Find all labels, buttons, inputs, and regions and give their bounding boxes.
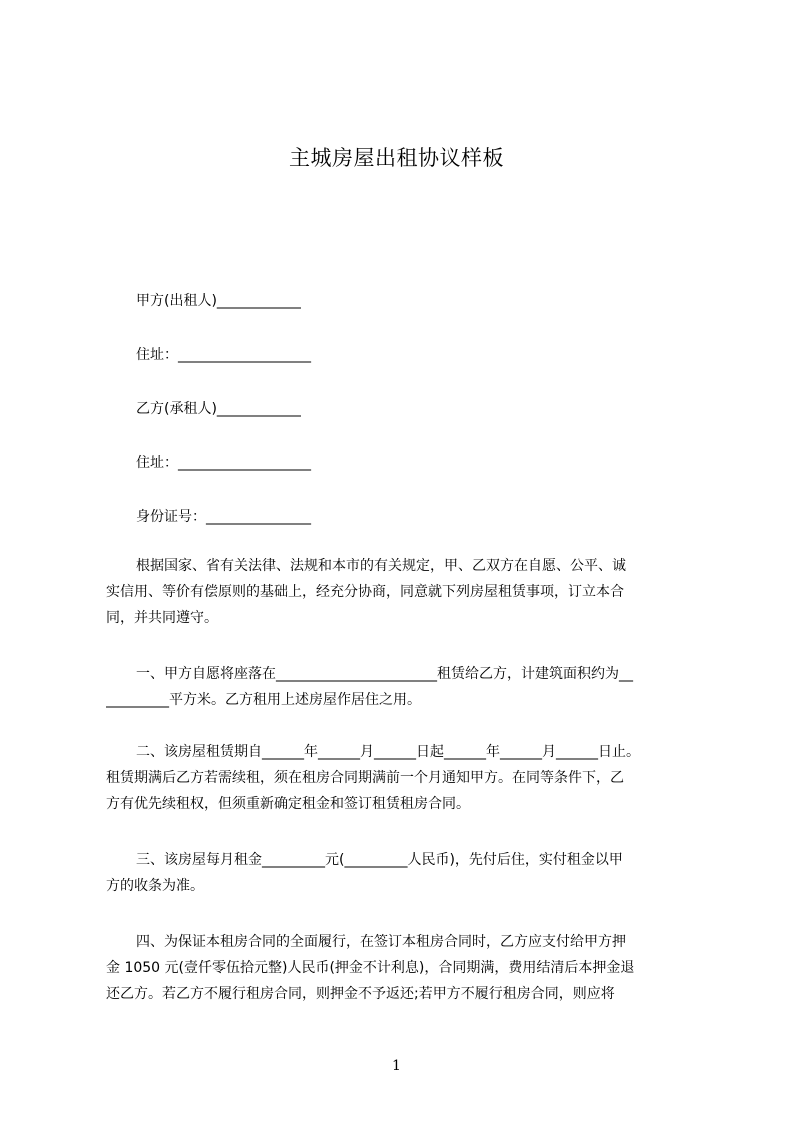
party-a-address-field: 住址：___________________: [136, 347, 311, 363]
paragraph-line: 同，并共同遵守。: [106, 610, 218, 626]
document-title: 主城房屋出租协议样板: [289, 146, 504, 170]
paragraph-line: 四、为保证本租房合同的全面履行，在签订本租房合同时，乙方应支付给甲方押: [136, 934, 626, 950]
paragraph-line: 实信用、等价有偿原则的基础上，经充分协商，同意就下列房屋租赁事项，订立本合: [106, 584, 624, 600]
preamble-paragraph: [106, 553, 700, 631]
clause-1-paragraph: [106, 661, 700, 713]
clause-2-paragraph: [106, 739, 700, 817]
paragraph-line: 方的收条为准。: [106, 878, 204, 894]
paragraph-line: 一、甲方自愿将座落在_______________________租赁给乙方，计建筑面积约为__: [136, 666, 633, 682]
clause-4-paragraph: [106, 929, 700, 1007]
page-number: 1: [392, 1058, 401, 1074]
party-a-field: 甲方(出租人)____________: [136, 293, 301, 309]
clause-3-paragraph: [106, 847, 700, 899]
paragraph-line: 三、该房屋每月租金_________元(_________人民币)，先付后住，实付租金以甲: [136, 852, 623, 868]
paragraph-line: 租赁期满后乙方若需续租，须在租房合同期满前一个月通知甲方。在同等条件下，乙: [106, 770, 624, 786]
id-number-field: 身份证号：_______________: [136, 509, 311, 525]
paragraph-line: _________平方米。乙方租用上述房屋作居住之用。: [106, 692, 421, 708]
paragraph-line: 还乙方。若乙方不履行租房合同，则押金不予返还;若甲方不履行租房合同，则应将: [106, 986, 615, 1002]
paragraph-line: 根据国家、省有关法律、法规和本市的有关规定，甲、乙双方在自愿、公平、诚: [136, 558, 626, 574]
paragraph-line: 金 1050 元(壹仟零伍拾元整)人民币(押金不计利息)，合同期满，费用结清后本押金退: [106, 960, 635, 976]
party-b-field: 乙方(承租人)____________: [136, 401, 301, 417]
paragraph-line: 二、该房屋租赁期自______年______月______日起______年______月______日止。: [136, 744, 640, 760]
paragraph-line: 方有优先续租权，但须重新确定租金和签订租赁租房合同。: [106, 796, 470, 812]
party-b-address-field: 住址：___________________: [136, 455, 311, 471]
